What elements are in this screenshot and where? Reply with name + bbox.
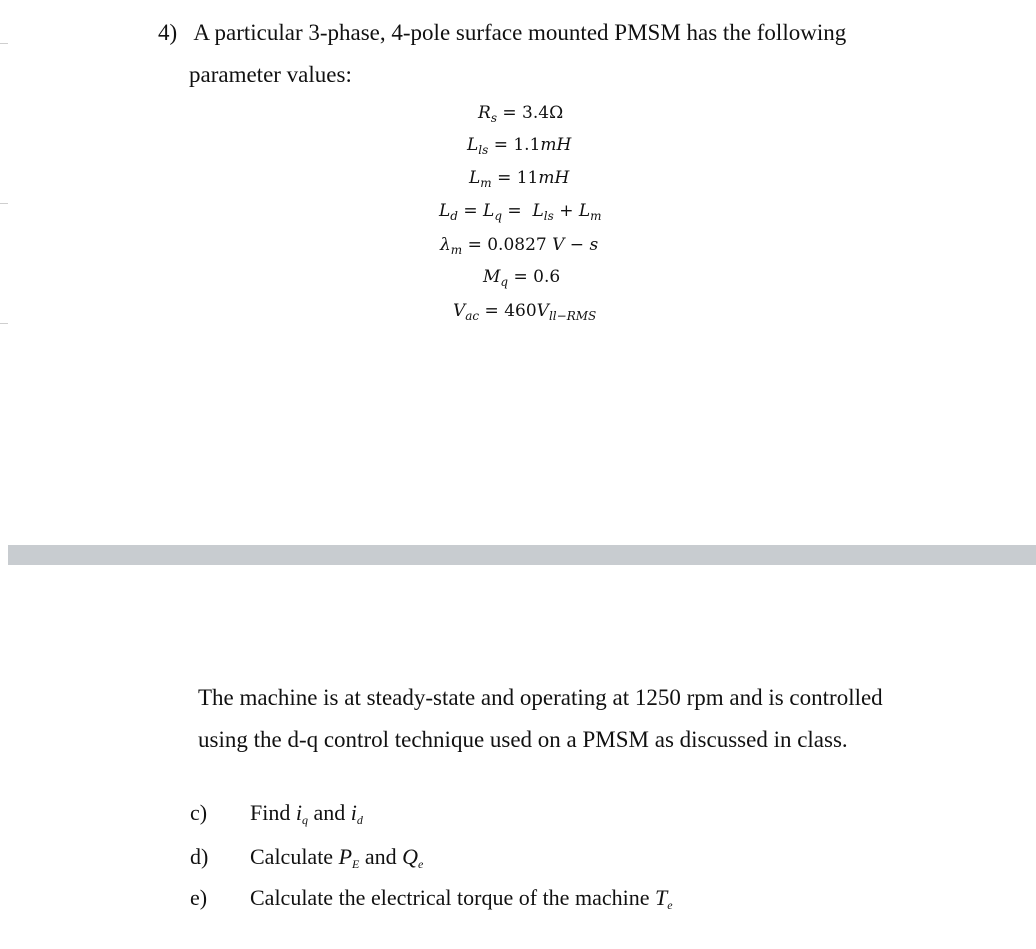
item-e-letter: e) <box>190 885 208 910</box>
item-c-text: Find $i_q$ and $i_d$ <box>250 800 363 827</box>
statement-line-1: The machine is at steady-state and operating at 1250 rpm and is controlled <box>198 685 883 710</box>
page-break <box>8 545 1036 565</box>
param-lm: $L_m = 11mH$ <box>469 168 570 190</box>
item-d-letter: d) <box>190 844 209 869</box>
param-lls: $L_{ls} = 1.1mH$ <box>467 135 572 157</box>
statement-line-2: using the d-q control technique used on a PMSM as discussed in class. <box>198 727 848 752</box>
param-lambda: $\lambda_m = 0.0827$ V − s <box>440 235 599 257</box>
question-number: 4) <box>158 20 178 45</box>
ruler-tick <box>0 323 8 324</box>
document-page-2 <box>8 565 1036 949</box>
question-text-1: A particular 3-phase, 4-pole surface mounted PMSM has the following <box>193 20 847 45</box>
item-d-text: Calculate $P_E$ and $Q_e$ <box>250 844 424 871</box>
question-line-1 <box>158 20 846 46</box>
item-c-letter: c) <box>190 800 208 825</box>
param-vac: $V_{ac} = 460V_{ll-RMS}$ <box>453 301 597 323</box>
param-mq: $M_q = 0.6$ <box>483 267 561 289</box>
document-page-1 <box>8 0 1036 545</box>
ruler-tick <box>0 43 8 44</box>
ruler-tick <box>0 203 8 204</box>
param-rs: $R_s = 3.4\Omega$ <box>478 103 564 125</box>
param-ld-lq: $L_d = L_q = L_{ls} + L_m$ <box>439 201 602 223</box>
item-e-text: Calculate the electrical torque of the machine $T_e$ <box>250 885 673 912</box>
question-line-2: parameter values: <box>189 62 352 87</box>
